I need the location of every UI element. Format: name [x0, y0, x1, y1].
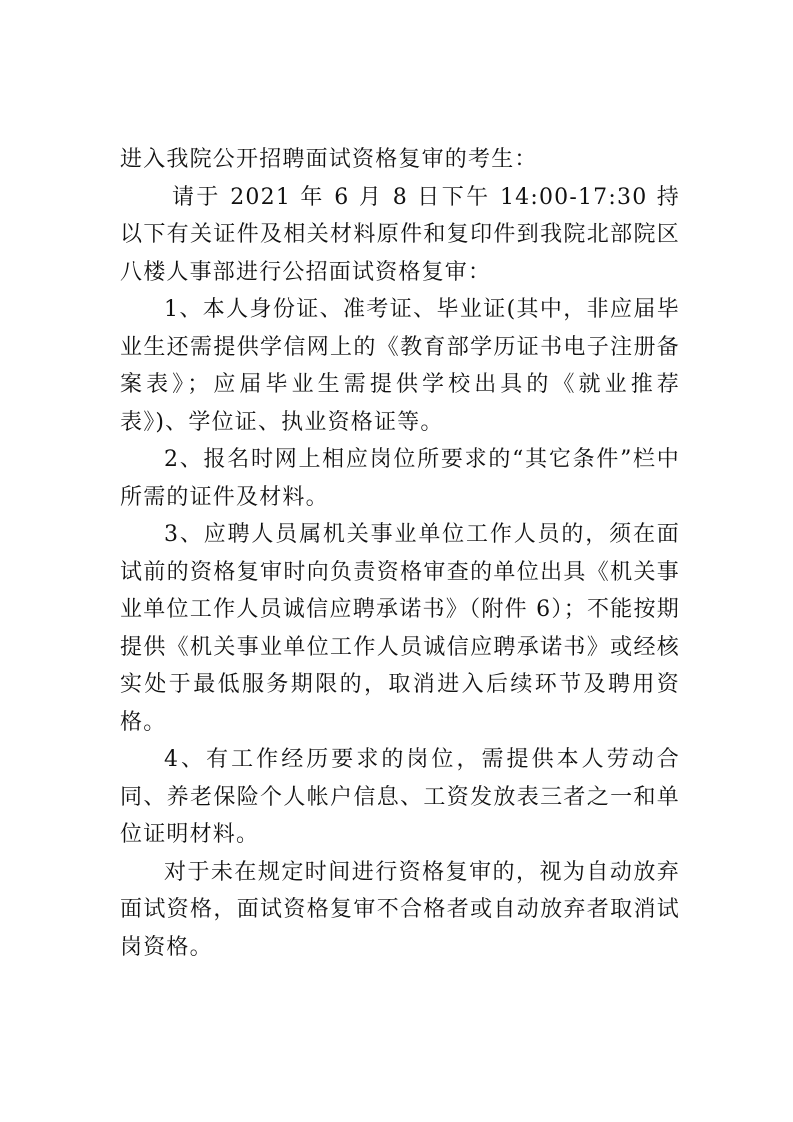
paragraph-item-3: 3、应聘人员属机关事业单位工作人员的，须在面试前的资格复审时向负责资格审查的单位出具《机关事业单位工作人员诚信应聘承诺书》（附件 6）；不能按期提供《机关事业单位工作人员诚信应聘承诺书》或经核实处于最低服务期限的，取消进入后续环节及聘用资格。 — [120, 522, 680, 735]
paragraph-item-2: 2、报名时网上相应岗位所要求的“其它条件”栏中所需的证件及材料。 — [120, 447, 680, 510]
paragraph-notice: 对于未在规定时间进行资格复审的，视为自动放弃面试资格，面试资格复审不合格者或自动放弃者取消试岗资格。 — [120, 859, 680, 960]
paragraph-item-1: 1、本人身份证、准考证、毕业证(其中，非应届毕业生还需提供学信网上的《教育部学历证书电子注册备案表》；应届毕业生需提供学校出具的《就业推荐表》)、学位证、执业资格证等。 — [120, 297, 680, 435]
document-body — [120, 141, 680, 966]
paragraph-item-4: 4、有工作经历要求的岗位，需提供本人劳动合同、养老保险个人帐户信息、工资发放表三者之一和单位证明材料。 — [120, 747, 680, 847]
greeting-line: 进入我院公开招聘面试资格复审的考生： — [120, 147, 538, 172]
paragraph-schedule: 请于 2021 年 6 月 8 日下午 14:00-17:30 持以下有关证件及相关材料原件和复印件到我院北部院区八楼人事部进行公招面试资格复审： — [120, 184, 680, 285]
